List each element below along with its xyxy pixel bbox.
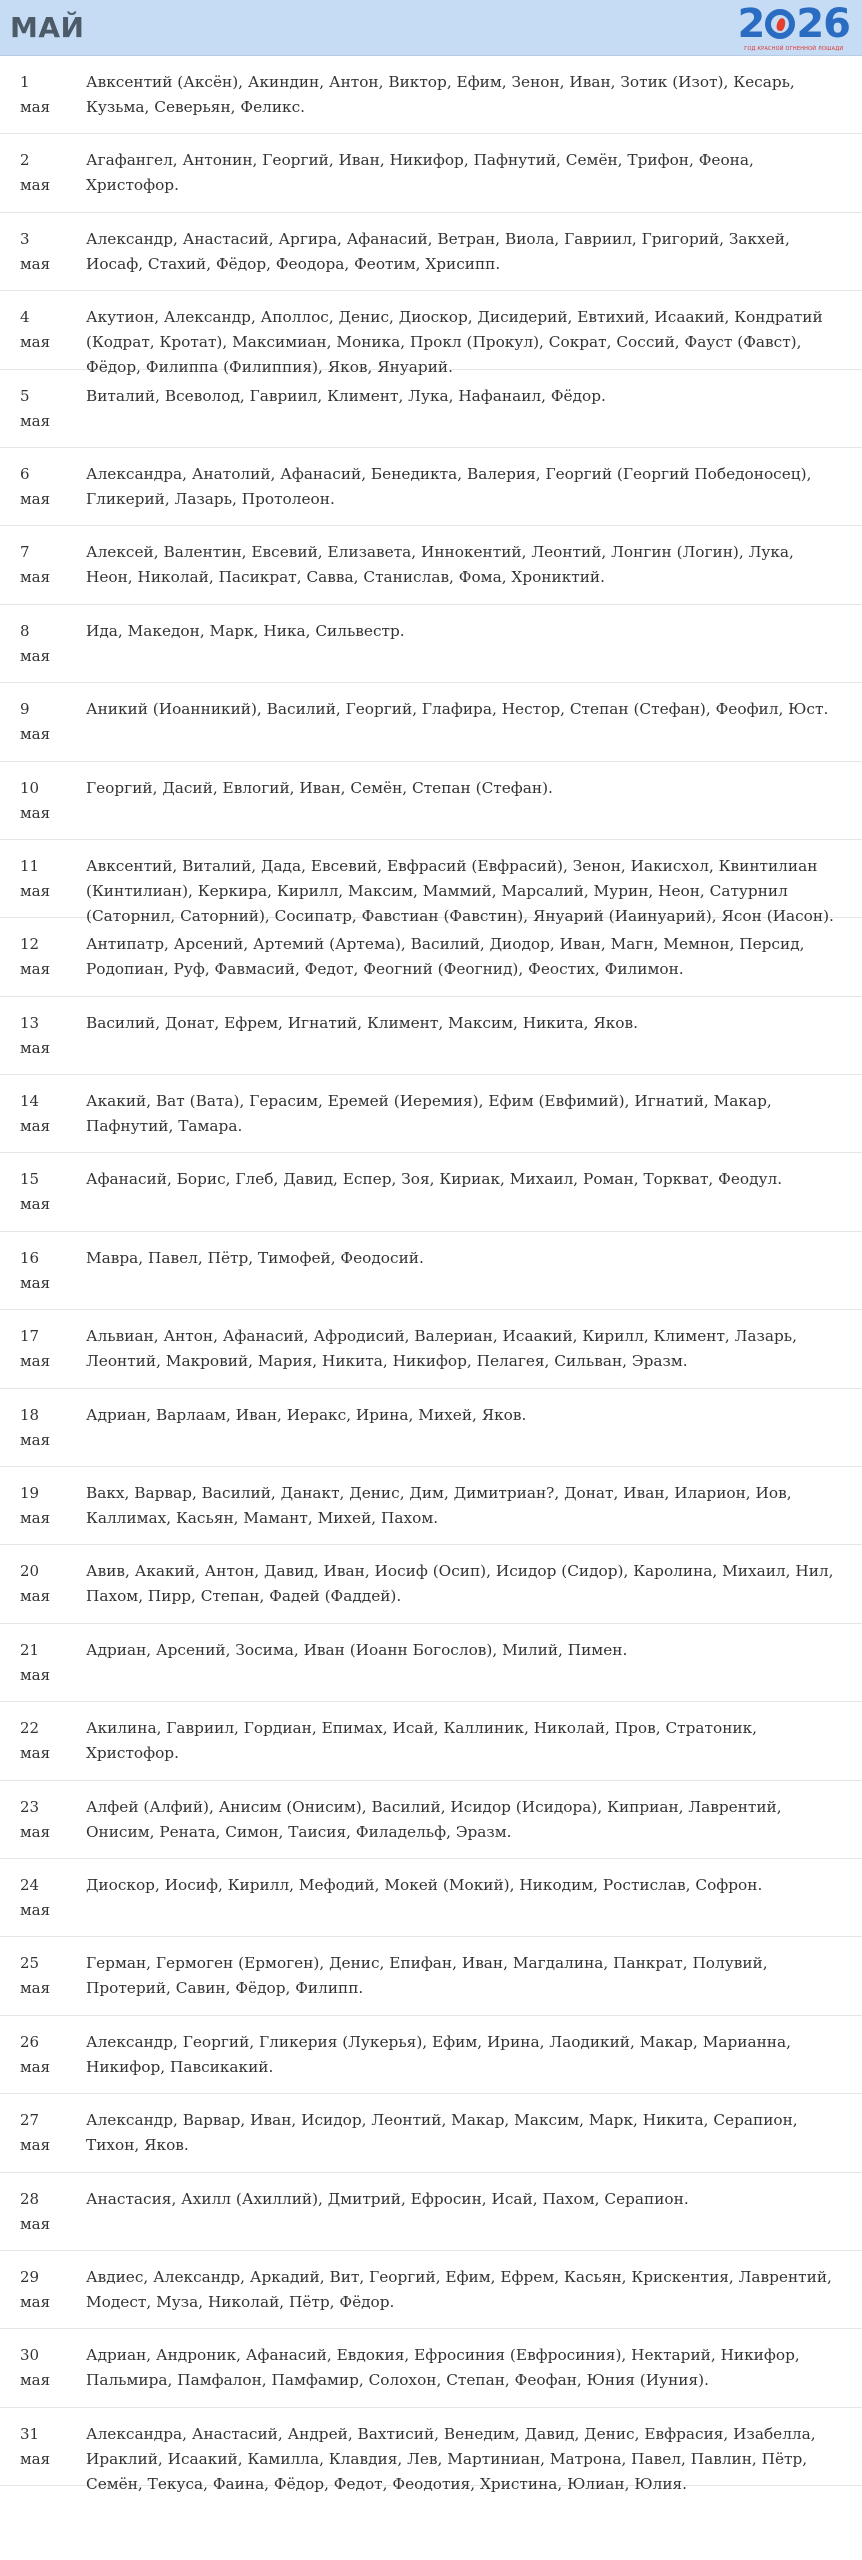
date-cell [0,2343,64,2406]
table-row [0,134,862,212]
names-cell: Афанасий, Борис, Глеб, Давид, Еспер, Зоя, Кириак, Михаил, Роман, Торкват, Феодул. [86,1170,783,1189]
day-number: 26 [20,2032,40,2051]
date-cell [0,1167,64,1230]
names-cell: Георгий, Дасий, Евлогий, Иван, Семён, Степан (Стефан). [86,778,553,797]
table-row [0,1781,862,1859]
date-cell [0,2187,64,2250]
date-cell [0,305,64,368]
names-cell: Аникий (Иоанникий), Василий, Георгий, Глафира, Нестор, Степан (Стефан), Феофил, Юст. [86,700,829,719]
month-word: мая [20,1117,51,1136]
date-cell [0,1559,64,1622]
date-cell [0,619,64,682]
names-cell: Антипатр, Арсений, Артемий (Артема), Василий, Диодор, Иван, Магн, Мемнон, Персид, Родопиан, Руф, Фавмасий, Федот, Феогний (Феогнид), Феостих, Филимон. [86,935,805,979]
date-cell [0,2030,64,2093]
date-cell [0,1481,64,1544]
month-word: мая [20,1509,51,1528]
names-cell: Агафангел, Антонин, Георгий, Иван, Никифор, Пафнутий, Семён, Трифон, Феона, Христофор. [86,151,754,195]
day-number: 31 [20,2424,40,2443]
logo-year [737,0,850,47]
names-cell: Александра, Анатолий, Афанасий, Бенедикта, Валерия, Георгий (Георгий Победоносец), Гликерий, Лазарь, Протолеон. [86,464,812,508]
date-cell [0,1403,64,1466]
day-number: 7 [20,543,30,562]
table-row [0,2329,862,2407]
names-cell: Александра, Анастасий, Андрей, Вахтисий, Венедим, Давид, Денис, Евфрасия, Изабелла, Ираклий, Исаакий, Камилла, Клавдия, Лев, Мартиниан, Матрона, Павел, Павлин, Пётр, Семён, Текуса, Фаина, Фёдор, Федот, Феодотия, Христина, Юлиан, Юлия. [86,2424,816,2493]
names-cell: Адриан, Варлаам, Иван, Иеракс, Ирина, Михей, Яков. [86,1405,527,1424]
names-cell: Акилина, Гавриил, Гордиан, Епимах, Исай, Каллиник, Николай, Пров, Стратоник, Христофор. [86,1719,758,1763]
month-word: мая [20,2214,51,2233]
day-number: 4 [20,308,30,327]
logo-year-suffix: 26 [796,0,850,47]
names-cell: Алексей, Валентин, Евсевий, Елизавета, Иннокентий, Леонтий, Лонгин (Логин), Лука, Неон, Николай, Пасикрат, Савва, Станислав, Фома, Хрониктий. [86,543,794,587]
table-row [0,526,862,604]
month-word: мая [20,176,51,195]
table-row [0,762,862,840]
month-word: мая [20,1430,51,1449]
day-number: 22 [20,1719,40,1738]
day-number: 20 [20,1562,40,1581]
month-word: мая [20,333,51,352]
header-bar [0,0,862,56]
date-cell [0,1011,64,1074]
table-row [0,56,862,134]
names-cell: Акакий, Ват (Вата), Герасим, Еремей (Иеремия), Ефим (Евфимий), Игнатий, Макар, Пафнутий, Тамара. [86,1092,772,1136]
table-row [0,1075,862,1153]
table-row [0,213,862,291]
day-number: 13 [20,1013,40,1032]
names-cell: Вакх, Варвар, Василий, Данакт, Денис, Дим, Димитриан?, Донат, Иван, Иларион, Иов, Каллимах, Касьян, Мамант, Михей, Пахом. [86,1484,792,1528]
month-word: мая [20,1744,51,1763]
month-word: мая [20,1665,51,1684]
date-cell [0,1246,64,1309]
month-word: мая [20,2057,51,2076]
day-number: 10 [20,778,40,797]
date-cell [0,932,64,995]
day-number: 5 [20,386,30,405]
date-cell [0,1951,64,2014]
month-word: мая [20,489,51,508]
day-number: 21 [20,1640,40,1659]
date-cell [0,540,64,603]
month-word: мая [20,254,51,273]
day-number: 18 [20,1405,40,1424]
table-row [0,1702,862,1780]
month-word: мая [20,2136,51,2155]
date-cell [0,1638,64,1701]
day-number: 24 [20,1875,40,1894]
table-row [0,683,862,761]
month-word: мая [20,1822,51,1841]
table-row [0,1232,862,1310]
date-cell [0,1795,64,1858]
date-cell [0,697,64,760]
date-cell [0,1873,64,1936]
names-cell: Александр, Георгий, Гликерия (Лукерья), Ефим, Ирина, Лаодикий, Макар, Марианна, Никифор, Павсикакий. [86,2032,791,2076]
table-row [0,1153,862,1231]
month-word: мая [20,1979,51,1998]
month-word: мая [20,1352,51,1371]
names-cell: Виталий, Всеволод, Гавриил, Климент, Лука, Нафанаил, Фёдор. [86,386,606,405]
horse-flame-icon [765,9,795,39]
month-title: МАЙ [10,11,85,44]
names-cell: Авксентий, Виталий, Дада, Евсевий, Евфрасий (Евфрасий), Зенон, Иакисхол, Квинтилиан (Кинтилиан), Керкира, Кирилл, Максим, Маммий, Марсалий, Мурин, Неон, Сатурнил (Саторнил, Саторний), Сосипатр, Фавстиан (Фавстин), Януарий (Иаинуарий), Ясон (Иасон). [86,856,834,925]
month-word: мая [20,960,51,979]
table-row [0,2173,862,2251]
day-number: 9 [20,700,30,719]
table-row [0,1467,862,1545]
day-number: 3 [20,229,30,248]
names-cell: Василий, Донат, Ефрем, Игнатий, Климент, Максим, Никита, Яков. [86,1013,638,1032]
table-row [0,2408,862,2493]
table-row [0,2094,862,2172]
names-cell: Герман, Гермоген (Ермоген), Денис, Епифан, Иван, Магдалина, Панкрат, Полувий, Протерий, Савин, Фёдор, Филипп. [86,1954,768,1998]
names-cell: Диоскор, Иосиф, Кирилл, Мефодий, Мокей (Мокий), Никодим, Ростислав, Софрон. [86,1875,763,1894]
month-word: мая [20,2292,51,2311]
month-word: мая [20,646,51,665]
date-cell [0,2108,64,2171]
table-row [0,1310,862,1388]
table-row [0,918,862,996]
date-cell [0,148,64,211]
month-word: мая [20,1587,51,1606]
table-row [0,370,862,448]
table-row [0,2251,862,2329]
date-cell [0,70,64,133]
names-cell: Александр, Анастасий, Аргира, Афанасий, Ветран, Виола, Гавриил, Григорий, Закхей, Иосаф, Стахий, Фёдор, Феодора, Феотим, Хрисипп. [86,229,790,273]
table-row [0,291,862,377]
month-word: мая [20,98,51,116]
day-number: 12 [20,935,40,954]
date-cell [0,1089,64,1152]
month-word: мая [20,411,51,430]
table-row [0,605,862,683]
month-word: мая [20,803,51,822]
day-number: 23 [20,1797,40,1816]
table-row [0,2016,862,2094]
table-row [0,1389,862,1467]
day-number: 14 [20,1092,40,1111]
day-number: 28 [20,2189,40,2208]
month-word: мая [20,1273,51,1292]
day-number: 15 [20,1170,40,1189]
month-word: мая [20,1195,51,1214]
day-number: 30 [20,2346,40,2365]
day-number: 1 [20,73,30,91]
names-cell: Акутион, Александр, Аполлос, Денис, Диоскор, Дисидерий, Евтихий, Исаакий, Кондратий (Кодрат, Кротат), Максимиан, Моника, Прокл (Прокул), Сократ, Соссий, Фауст (Фавст), Фёдор, Филиппа (Филиппия), Яков, Януарий. [86,308,823,377]
names-cell: Ида, Македон, Марк, Ника, Сильвестр. [86,621,405,640]
date-cell [0,1716,64,1779]
table-row [0,1937,862,2015]
day-number: 2 [20,151,30,170]
date-cell [0,2422,64,2485]
date-cell [0,854,64,917]
name-days-table [0,56,862,2493]
date-cell [0,462,64,525]
names-cell: Анастасия, Ахилл (Ахиллий), Дмитрий, Ефросин, Исай, Пахом, Серапион. [86,2189,689,2208]
names-cell: Адриан, Андроник, Афанасий, Евдокия, Ефросиния (Евфросиния), Нектарий, Никифор, Пальмира, Памфалон, Памфамир, Солохон, Степан, Феофан, Юния (Иуния). [86,2346,800,2390]
month-word: мая [20,1900,51,1919]
names-cell: Алфей (Алфий), Анисим (Онисим), Василий, Исидор (Исидора), Киприан, Лаврентий, Онисим, Рената, Симон, Таисия, Филадельф, Эразм. [86,1797,782,1841]
table-row [0,448,862,526]
logo-year-prefix: 2 [737,0,765,47]
table-row [0,1859,862,1937]
table-row [0,1545,862,1623]
date-cell [0,2265,64,2328]
day-number: 8 [20,621,30,640]
date-cell [0,227,64,290]
month-word: мая [20,2371,51,2390]
names-cell: Авксентий (Аксён), Акиндин, Антон, Виктор, Ефим, Зенон, Иван, Зотик (Изот), Кесарь, Кузьма, Северьян, Феликс. [86,73,795,116]
day-number: 27 [20,2111,40,2130]
year-logo [737,0,850,52]
day-number: 16 [20,1248,40,1267]
month-word: мая [20,1038,51,1057]
table-row [0,1624,862,1702]
table-row [0,840,862,925]
names-cell: Адриан, Арсений, Зосима, Иван (Иоанн Богослов), Милий, Пимен. [86,1640,628,1659]
names-cell: Авив, Акакий, Антон, Давид, Иван, Иосиф (Осип), Исидор (Сидор), Каролина, Михаил, Нил, Пахом, Пирр, Степан, Фадей (Фаддей). [86,1562,834,1606]
date-cell [0,776,64,839]
names-cell: Мавра, Павел, Пётр, Тимофей, Феодосий. [86,1248,424,1267]
logo-caption: ГОД КРАСНОЙ ОГНЕННОЙ ЛОШАДИ [744,45,844,52]
names-cell: Авдиес, Александр, Аркадий, Вит, Георгий, Ефим, Ефрем, Касьян, Крискентия, Лаврентий, Модест, Муза, Николай, Пётр, Фёдор. [86,2267,832,2311]
names-cell: Альвиан, Антон, Афанасий, Афродисий, Валериан, Исаакий, Кирилл, Климент, Лазарь, Леонтий, Макровий, Мария, Никита, Никифор, Пелагея, Сильван, Эразм. [86,1327,797,1371]
month-word: мая [20,2449,51,2468]
day-number: 17 [20,1327,40,1346]
day-number: 25 [20,1954,40,1973]
day-number: 19 [20,1484,40,1503]
date-cell [0,384,64,447]
month-word: мая [20,881,51,900]
date-cell [0,1324,64,1387]
day-number: 29 [20,2267,40,2286]
table-row [0,997,862,1075]
month-word: мая [20,568,51,587]
names-cell: Александр, Варвар, Иван, Исидор, Леонтий, Макар, Максим, Марк, Никита, Серапион, Тихон, Яков. [86,2111,798,2155]
day-number: 6 [20,464,30,483]
month-word: мая [20,725,51,744]
day-number: 11 [20,856,40,875]
